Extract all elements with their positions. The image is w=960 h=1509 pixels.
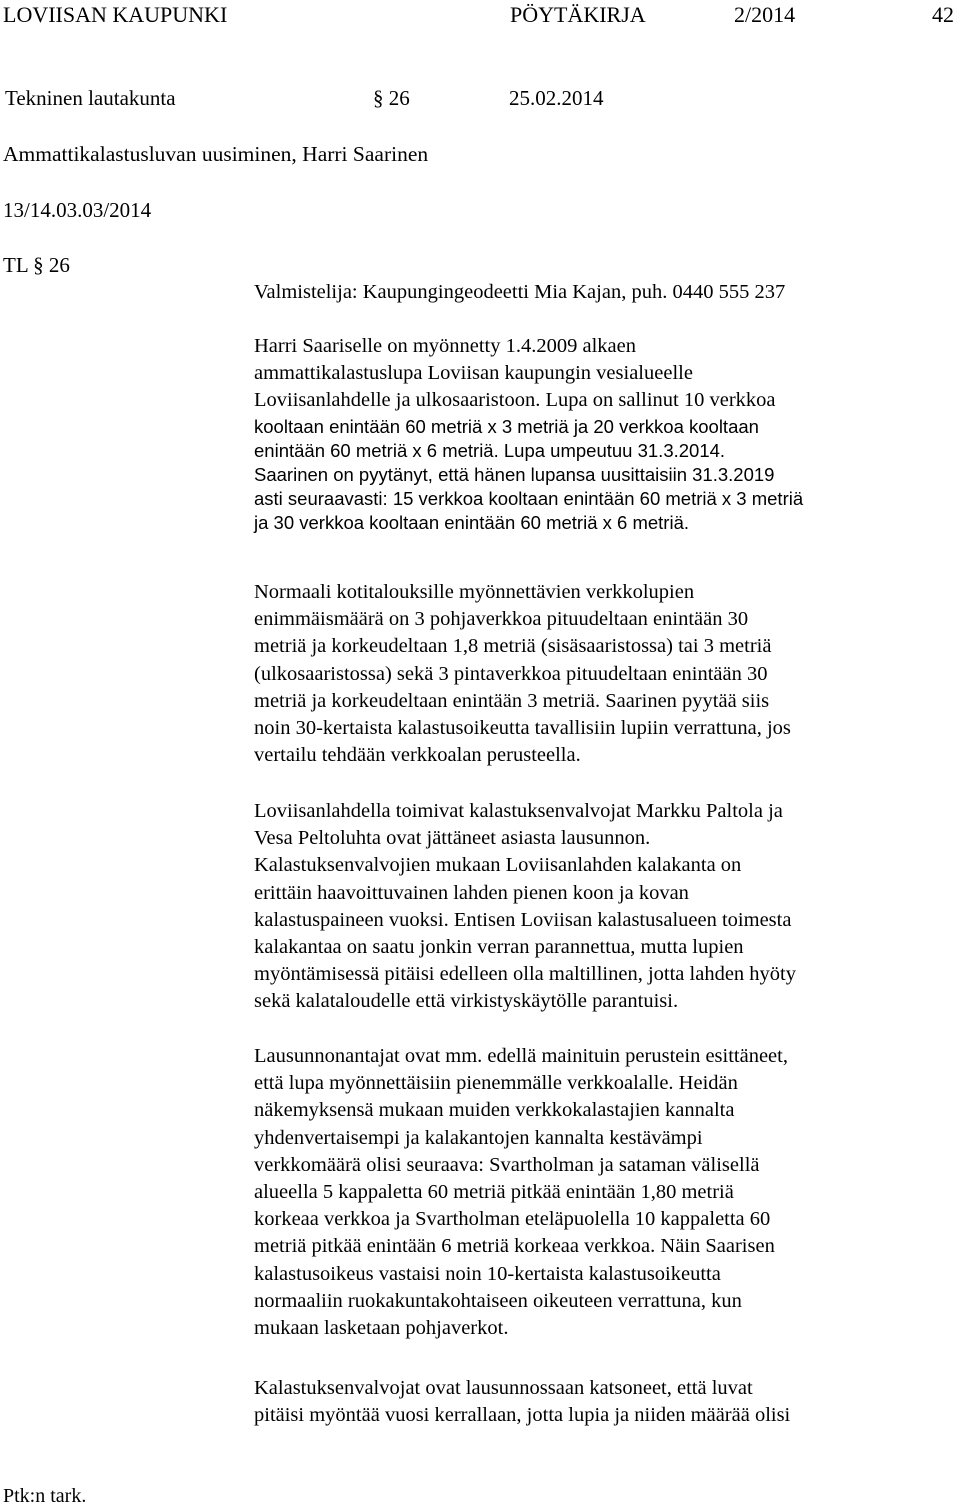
document-number: 2/2014: [734, 2, 796, 27]
text-line: kalakantaa on saatu jonkin verran parannettua, mutta lupien: [254, 936, 744, 959]
text-line: Normaali kotitalouksille myönnettävien verkkolupien: [254, 581, 695, 603]
paragraph-household-limits: [254, 579, 894, 769]
preparer-line: Valmistelija: Kaupungingeodeetti Mia Kajan, puh. 0440 555 237: [254, 281, 786, 303]
text-line: Loviisanlahdella toimivat kalastuksenvalvojat Markku Paltola ja: [254, 800, 783, 822]
text-line: noin 30-kertaista kalastusoikeutta tavallisiin lupiin verrattuna, jos: [254, 717, 791, 740]
item-title: Ammattikalastusluvan uusiminen, Harri Saarinen: [3, 142, 429, 166]
item-reference: 13/14.03.03/2014: [3, 198, 152, 222]
text-line: Harri Saariselle on myönnetty 1.4.2009 alkaen: [254, 335, 636, 357]
city-name: LOVIISAN KAUPUNKI: [3, 2, 228, 27]
text-line: yhdenvertaisempi ja kalakantojen kannalta kestävämpi: [254, 1126, 703, 1149]
text-line: sekä kalataloudelle että virkistyskäytölle parantuisi.: [254, 990, 679, 1013]
text-line: Kalastuksenvalvojat ovat lausunnossaan katsoneet, että luvat: [254, 1377, 753, 1399]
text-line: ammattikalastuslupa Loviisan kaupungin vesialueelle: [254, 362, 693, 385]
text-line: mukaan lasketaan pohjaverkot.: [254, 1317, 509, 1340]
text-line: vertailu tehdään verkkoalan perusteella.: [254, 744, 581, 767]
text-line: asti seuraavasti: 15 verkkoa kooltaan enintään 60 metriä x 3 metriä: [254, 487, 804, 509]
text-line: myöntämisessä pitäisi edelleen olla maltillinen, jotta lahden hyöty: [254, 963, 796, 986]
page-number: 42: [932, 2, 954, 27]
text-line: Loviisanlahdelle ja ulkosaaristoon. Lupa on sallinut 10 verkkoa: [254, 389, 776, 412]
text-line: (ulkosaaristossa) sekä 3 pintaverkkoa pituudeltaan enintään 30: [254, 662, 768, 685]
paragraph-license-history: [254, 333, 894, 535]
text-line: Kalastuksenvalvojien mukaan Loviisanlahden kalakanta on: [254, 854, 742, 877]
text-line: enintään 60 metriä x 6 metriä. Lupa umpeutuu 31.3.2014.: [254, 439, 726, 461]
text-line: korkeaa verkkoa ja Svartholman eteläpuolella 10 kappaletta 60: [254, 1208, 771, 1231]
item-section: TL § 26: [3, 253, 70, 277]
minutes-checker-label: Ptk:n tark.: [3, 1485, 87, 1507]
text-line: Saarinen on pyytänyt, että hänen lupansa uusittaisiin 31.3.2019: [254, 463, 775, 485]
text-line: kalastuspaineen vuoksi. Entisen Loviisan kalastusalueen toimesta: [254, 908, 792, 931]
text-line: metriä ja korkeudeltaan 1,8 metriä (sisäsaaristossa) tai 3 metriä: [254, 635, 772, 658]
paragraph-annual-permits: [254, 1375, 894, 1429]
text-line: metriä pitkää enintään 6 metriä korkeaa verkkoa. Näin Saarisen: [254, 1235, 775, 1258]
text-line: enimmäismäärä on 3 pohjaverkkoa pituudeltaan enintään 30: [254, 608, 749, 631]
text-line: verkkomäärä olisi seuraava: Svartholman ja sataman välisellä: [254, 1153, 760, 1176]
text-line: näkemyksensä mukaan muiden verkkokalastajien kannalta: [254, 1099, 735, 1122]
text-line: että lupa myönnettäisiin pienemmälle verkkoalalle. Heidän: [254, 1072, 738, 1095]
text-line: kooltaan enintään 60 metriä x 3 metriä ja 20 verkkoa kooltaan: [254, 415, 759, 437]
text-line: Vesa Peltoluhta ovat jättäneet asiasta lausunnon.: [254, 827, 651, 850]
board-name: Tekninen lautakunta: [5, 86, 176, 110]
text-line: metriä ja korkeudeltaan enintään 3 metriä. Saarinen pyytää siis: [254, 689, 770, 712]
paragraph-supervisors-statement: [254, 798, 894, 1016]
text-line: Lausunnonantajat ovat mm. edellä mainituin perustein esittäneet,: [254, 1045, 788, 1067]
text-line: normaaliin ruokakuntakohtaiseen oikeuteen verrattuna, kun: [254, 1289, 742, 1312]
text-line: kalastusoikeus vastaisi noin 10-kertaista kalastusoikeutta: [254, 1262, 721, 1285]
section-number: § 26: [373, 86, 410, 110]
text-line: ja 30 verkkoa kooltaan enintään 60 metriä x 6 metriä.: [254, 511, 689, 533]
text-line: pitäisi myöntää vuosi kerrallaan, jotta lupia ja niiden määrää olisi: [254, 1404, 791, 1427]
text-line: alueella 5 kappaletta 60 metriä pitkää enintään 1,80 metriä: [254, 1181, 734, 1204]
document-type: PÖYTÄKIRJA: [510, 2, 646, 27]
meeting-date: 25.02.2014: [509, 86, 604, 110]
text-line: erittäin haavoittuvainen lahden pienen koon ja kovan: [254, 881, 689, 904]
paragraph-proposed-amount: [254, 1043, 894, 1342]
